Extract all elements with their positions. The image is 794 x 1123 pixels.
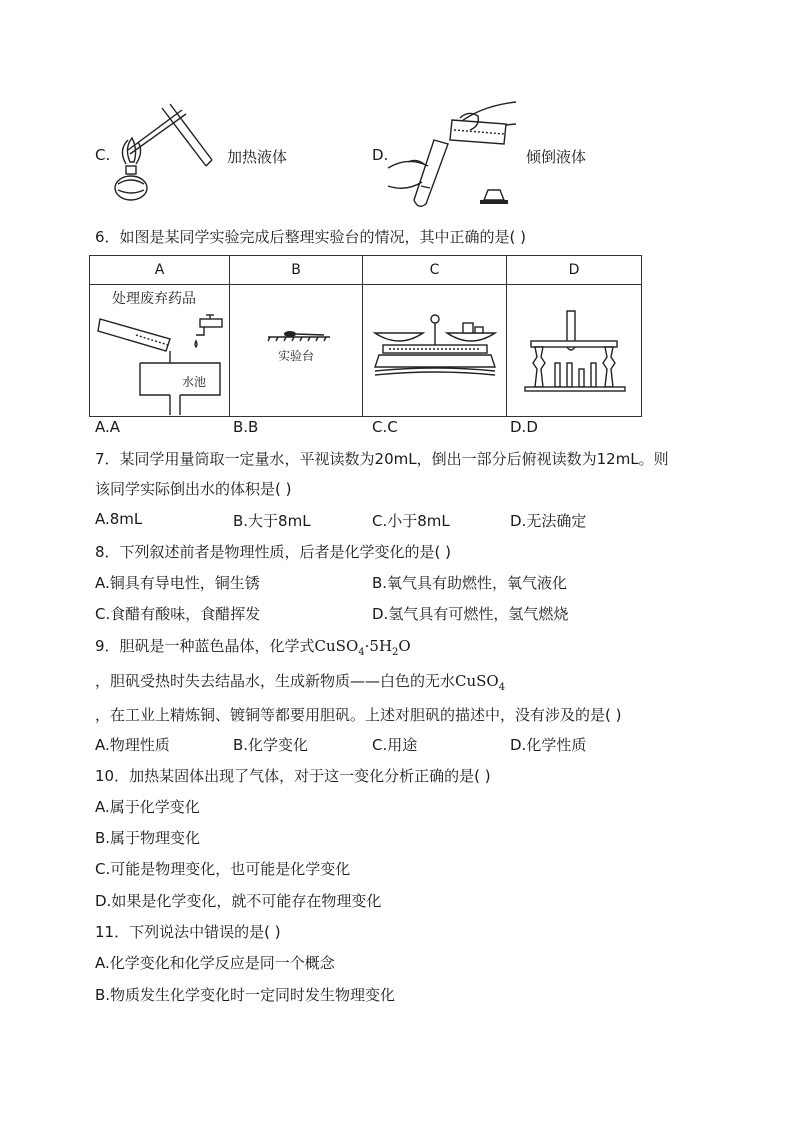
q6-option-b: B.B (233, 418, 259, 436)
q7-option-d: D.无法确定 (510, 512, 587, 530)
q6-cell-b-label: 实验台 (278, 349, 315, 363)
q9-formula-hydrate: $CuSO_4\cdot 5H_2O$ (314, 637, 411, 658)
waste-disposal-sink-illustration (96, 311, 226, 415)
q10-option-d: D.如果是化学变化，就不可能存在物理变化 (95, 892, 382, 910)
q9-stem-line1 (95, 635, 411, 658)
q6-option-a: A.A (95, 418, 121, 436)
q6-header-d: D (507, 256, 642, 285)
q8-option-b: B.氧气具有助燃性，氧气液化 (372, 574, 568, 592)
q6-header-c: C (363, 256, 507, 285)
q7-option-c: C.小于8mL (372, 512, 450, 530)
q11-option-b: B.物质发生化学变化时一定同时发生物理变化 (95, 986, 396, 1004)
q8-option-c: C.食醋有酸味，食醋挥发 (95, 605, 261, 623)
q11-stem: 11．下列说法中错误的是( ) (95, 923, 281, 941)
q6-cell-a (90, 285, 230, 417)
q9-option-d: D.化学性质 (510, 736, 587, 754)
q7-option-a: A.8mL (95, 510, 143, 528)
q9-option-b: B.化学变化 (233, 736, 309, 754)
q10-option-c: C.可能是物理变化，也可能是化学变化 (95, 860, 351, 878)
dropper-on-bench-illustration (268, 327, 332, 343)
q9-stem-line2 (95, 670, 505, 693)
test-tube-rack-illustration (521, 307, 631, 391)
q5-option-c-letter: C. (95, 146, 111, 164)
q7-option-b: B.大于8mL (233, 512, 311, 530)
q7-stem-line1: 7．某同学用量筒取一定量水，平视读数为20mL，倒出一部分后俯视读数为12mL。则 (95, 450, 669, 468)
q5-option-c-label: 加热液体 (227, 148, 288, 166)
q6-option-c: C.C (372, 418, 398, 436)
q6-table (89, 255, 642, 417)
heating-liquid-illustration (108, 100, 228, 210)
q5-option-d-label: 倾倒液体 (526, 148, 587, 166)
q8-stem: 8．下列叙述前者是物理性质，后者是化学变化的是( ) (95, 543, 452, 561)
q8-option-a: A.铜具有导电性，铜生锈 (95, 574, 260, 592)
q7-stem-line2: 该同学实际倒出水的体积是( ) (95, 480, 292, 498)
q10-option-b: B.属于物理变化 (95, 829, 201, 847)
q6-header-a: A (90, 256, 230, 285)
q6-cell-b (230, 285, 363, 417)
q6-option-d: D.D (510, 418, 538, 436)
q5-option-d-letter: D. (372, 146, 389, 164)
q6-stem: 6．如图是某同学实验完成后整理实验台的情况，其中正确的是( ) (95, 228, 527, 246)
q6-cell-a-pool: 水池 (182, 375, 207, 389)
q8-option-d: D.氢气具有可燃性，氢气燃烧 (372, 605, 569, 623)
q9-stem-line1-text: 9．胆矾是一种蓝色晶体，化学式 (95, 637, 315, 655)
balance-scale-illustration (369, 307, 501, 381)
q10-option-a: A.属于化学变化 (95, 798, 200, 816)
q9-option-c: C.用途 (372, 736, 418, 754)
pouring-liquid-illustration (388, 96, 528, 216)
q6-cell-c (363, 285, 507, 417)
q10-stem: 10．加热某固体出现了气体，对于这一变化分析正确的是( ) (95, 767, 491, 785)
q9-option-a: A.物理性质 (95, 736, 170, 754)
q9-stem-line2-text: ，胆矾受热时失去结晶水，生成新物质——白色的无水 (95, 672, 456, 690)
q6-cell-d (507, 285, 642, 417)
q6-header-b: B (230, 256, 363, 285)
q9-formula-anhydrous: CuSO$_4$ (455, 672, 506, 693)
q11-option-a: A.化学变化和化学反应是同一个概念 (95, 954, 335, 972)
q6-cell-a-title: 处理废弃药品 (112, 291, 196, 307)
q9-stem-line3: ，在工业上精炼铜、镀铜等都要用胆矾。上述对胆矾的描述中，没有涉及的是( ) (95, 706, 622, 724)
